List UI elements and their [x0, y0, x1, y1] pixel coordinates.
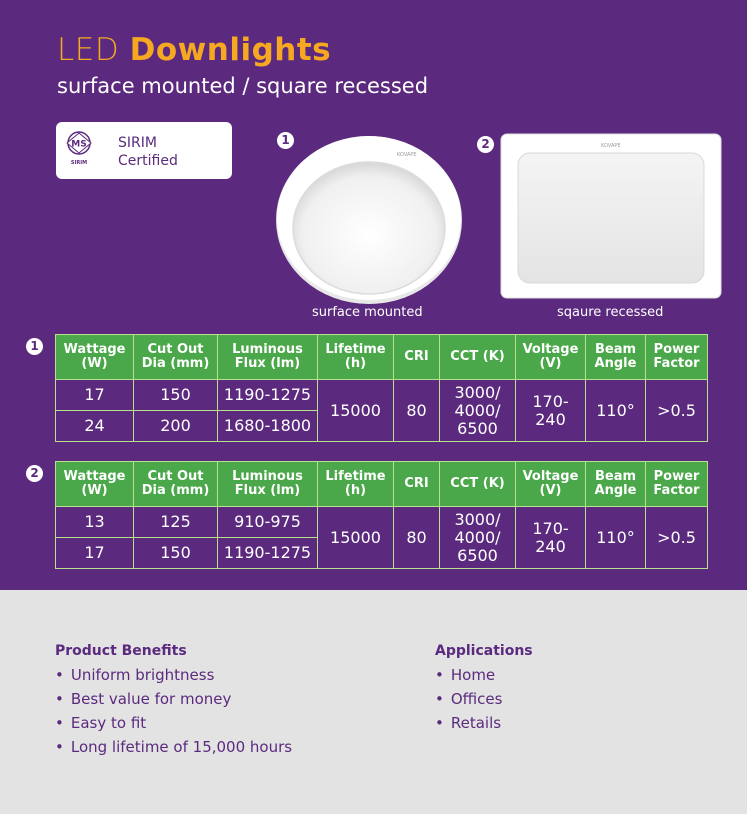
svg-text:SIRIM: SIRIM — [70, 160, 88, 166]
cell-voltage: 170- 240 — [516, 380, 586, 442]
page-subtitle: surface mounted / square recessed — [57, 74, 429, 98]
cell-pf: >0.5 — [646, 507, 708, 569]
spec-table-surface-mounted — [55, 334, 708, 442]
header-lifetime: Lifetime (h) — [318, 462, 394, 507]
product-number-2: 2 — [477, 136, 494, 153]
cell-cutout: 150 — [134, 380, 218, 411]
header-voltage: Voltage (V) — [516, 335, 586, 380]
cell-beam: 110° — [586, 507, 646, 569]
header-flux: Luminous Flux (lm) — [218, 462, 318, 507]
list-item: • Long lifetime of 15,000 hours — [55, 735, 292, 759]
cell-voltage: 170- 240 — [516, 507, 586, 569]
square-recessed-light-image — [500, 133, 722, 299]
benefits-heading: Product Benefits — [55, 643, 187, 659]
cell-lifetime: 15000 — [318, 507, 394, 569]
header-pf: Power Factor — [646, 462, 708, 507]
svg-text:KOVAPE: KOVAPE — [397, 152, 417, 158]
title-main: Downlights — [129, 32, 332, 68]
table-header-row — [56, 462, 708, 507]
page-title — [57, 32, 331, 68]
list-item: • Retails — [435, 711, 502, 735]
cell-cri: 80 — [394, 507, 440, 569]
header-cutout: Cut Out Dia (mm) — [134, 335, 218, 380]
sirim-label: SIRIM Certified — [118, 135, 178, 169]
header-pf: Power Factor — [646, 335, 708, 380]
table-header-row — [56, 335, 708, 380]
product-caption-2: sqaure recessed — [557, 305, 664, 320]
cell-cutout: 200 — [134, 411, 218, 442]
product-caption-1: surface mounted — [312, 305, 423, 320]
cell-flux: 910-975 — [218, 507, 318, 538]
list-item: • Uniform brightness — [55, 663, 292, 687]
cell-cutout: 150 — [134, 538, 218, 569]
cell-wattage: 17 — [56, 380, 134, 411]
list-item: • Offices — [435, 687, 502, 711]
header-beam: Beam Angle — [586, 335, 646, 380]
header-voltage: Voltage (V) — [516, 462, 586, 507]
table-row — [56, 507, 708, 538]
cell-pf: >0.5 — [646, 380, 708, 442]
sirim-logo-icon — [65, 131, 93, 169]
cell-cct: 3000/ 4000/ 6500 — [440, 380, 516, 442]
table-number-1: 1 — [26, 338, 43, 355]
header-cutout: Cut Out Dia (mm) — [134, 462, 218, 507]
header-wattage: Wattage (W) — [56, 335, 134, 380]
header-cri: CRI — [394, 335, 440, 380]
cell-beam: 110° — [586, 380, 646, 442]
cell-cri: 80 — [394, 380, 440, 442]
surface-mounted-light-image — [273, 132, 465, 304]
svg-text:KOVAPE: KOVAPE — [601, 143, 621, 149]
cell-cutout: 125 — [134, 507, 218, 538]
benefits-list — [55, 663, 292, 759]
cell-lifetime: 15000 — [318, 380, 394, 442]
spec-table-square-recessed — [55, 461, 708, 569]
svg-text:MS: MS — [71, 139, 87, 150]
list-item: • Best value for money — [55, 687, 292, 711]
list-item: • Easy to fit — [55, 711, 292, 735]
table-row — [56, 380, 708, 411]
header-flux: Luminous Flux (lm) — [218, 335, 318, 380]
cell-cct: 3000/ 4000/ 6500 — [440, 507, 516, 569]
title-prefix: LED — [57, 32, 120, 68]
header-wattage: Wattage (W) — [56, 462, 134, 507]
applications-heading: Applications — [435, 643, 533, 659]
cell-flux: 1190-1275 — [218, 380, 318, 411]
cell-flux: 1680-1800 — [218, 411, 318, 442]
sirim-badge — [56, 122, 232, 179]
header-beam: Beam Angle — [586, 462, 646, 507]
applications-list — [435, 663, 502, 735]
cell-wattage: 13 — [56, 507, 134, 538]
cell-wattage: 17 — [56, 538, 134, 569]
cell-flux: 1190-1275 — [218, 538, 318, 569]
header-lifetime: Lifetime (h) — [318, 335, 394, 380]
table-number-2: 2 — [26, 465, 43, 482]
product-number-1: 1 — [277, 132, 294, 149]
cell-wattage: 24 — [56, 411, 134, 442]
list-item: • Home — [435, 663, 502, 687]
header-cri: CRI — [394, 462, 440, 507]
header-cct: CCT (K) — [440, 335, 516, 380]
header-cct: CCT (K) — [440, 462, 516, 507]
